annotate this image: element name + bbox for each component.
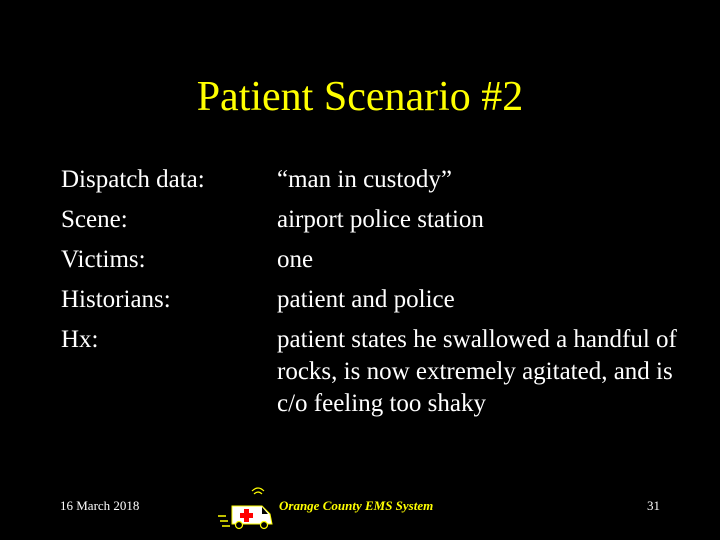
- footer-date: 16 March 2018: [60, 498, 140, 513]
- label-scene: Scene:: [61, 206, 128, 233]
- slide-title: Patient Scenario #2: [196, 74, 524, 120]
- field-labels: [61, 160, 261, 360]
- footer-organization: Orange County EMS System: [279, 498, 434, 513]
- value-victims: one: [277, 246, 314, 273]
- value-historians: patient and police: [277, 286, 455, 313]
- value-hx: patient states he swallowed a handful of rocks, is now extremely agitated, and is c/o feeling too shaky: [277, 326, 677, 417]
- ambulance-icon: [216, 486, 276, 530]
- value-scene: airport police station: [277, 206, 484, 233]
- value-dispatch-data: “man in custody”: [277, 166, 452, 193]
- footer-page-number: 31: [647, 498, 660, 513]
- label-historians: Historians:: [61, 286, 171, 313]
- label-dispatch-data: Dispatch data:: [61, 166, 205, 193]
- label-hx: Hx:: [61, 326, 99, 353]
- value-hx-container: [277, 320, 697, 446]
- field-values: [277, 160, 697, 446]
- label-victims: Victims:: [61, 246, 146, 273]
